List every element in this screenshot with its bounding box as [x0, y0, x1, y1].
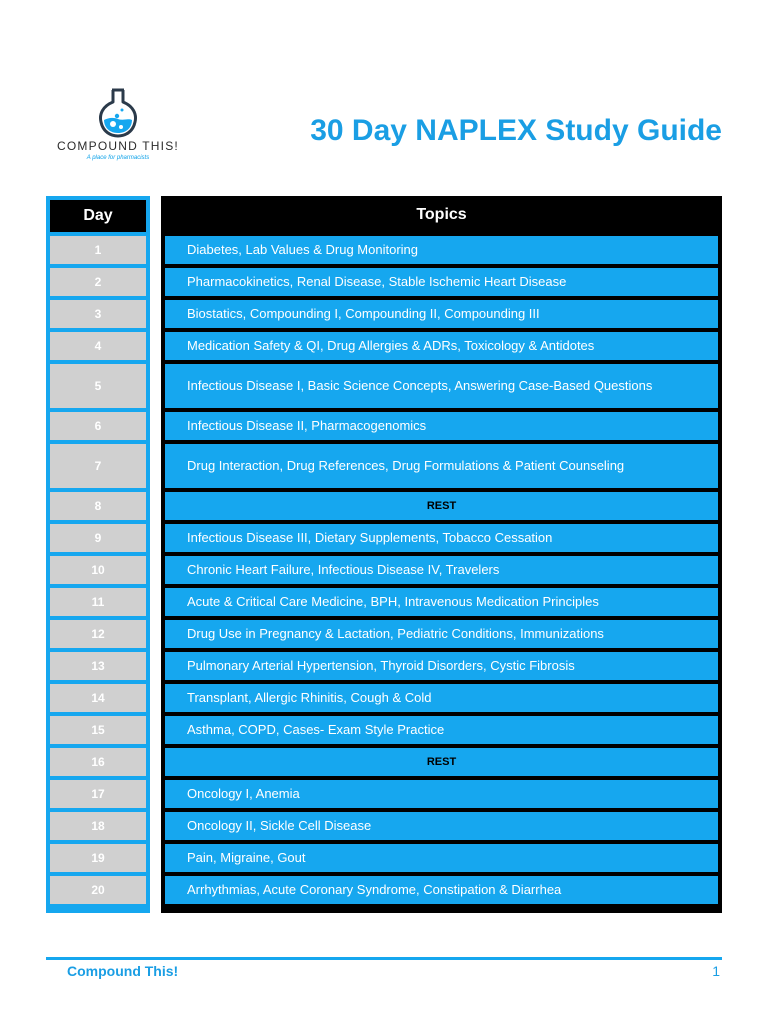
day-cell: 11	[50, 588, 146, 616]
topic-cell: Arrhythmias, Acute Coronary Syndrome, Constipation & Diarrhea	[165, 876, 718, 904]
day-column-header: Day	[50, 200, 146, 232]
topic-cell: Oncology II, Sickle Cell Disease	[165, 812, 718, 840]
flask-icon	[95, 88, 141, 138]
logo	[48, 88, 188, 170]
day-cell: 14	[50, 684, 146, 712]
topic-cell: Drug Interaction, Drug References, Drug Formulations & Patient Counseling	[165, 444, 718, 488]
topic-cell: Biostatics, Compounding I, Compounding II, Compounding III	[165, 300, 718, 328]
topic-cell: Medication Safety & QI, Drug Allergies & ADRs, Toxicology & Antidotes	[165, 332, 718, 360]
logo-tagline: A place for pharmacists	[86, 155, 150, 161]
day-cell: 10	[50, 556, 146, 584]
day-cell: 6	[50, 412, 146, 440]
rest-cell: REST	[165, 748, 718, 776]
day-cell: 8	[50, 492, 146, 520]
topic-cell: Infectious Disease I, Basic Science Concepts, Answering Case-Based Questions	[165, 364, 718, 408]
day-cell: 1	[50, 236, 146, 264]
day-cell: 20	[50, 876, 146, 904]
day-cell: 2	[50, 268, 146, 296]
topic-cell: Chronic Heart Failure, Infectious Disease IV, Travelers	[165, 556, 718, 584]
day-column	[46, 196, 150, 913]
topic-cell: Pharmacokinetics, Renal Disease, Stable Ischemic Heart Disease	[165, 268, 718, 296]
topic-cell: Pulmonary Arterial Hypertension, Thyroid Disorders, Cystic Fibrosis	[165, 652, 718, 680]
day-cell: 12	[50, 620, 146, 648]
topic-cell: Pain, Migraine, Gout	[165, 844, 718, 872]
topics-column	[161, 196, 722, 913]
topic-cell: Transplant, Allergic Rhinitis, Cough & Cold	[165, 684, 718, 712]
day-cell: 5	[50, 364, 146, 408]
day-cell: 18	[50, 812, 146, 840]
day-cell: 16	[50, 748, 146, 776]
topic-cell: Asthma, COPD, Cases- Exam Style Practice	[165, 716, 718, 744]
topic-cell: Acute & Critical Care Medicine, BPH, Intravenous Medication Principles	[165, 588, 718, 616]
day-cell: 3	[50, 300, 146, 328]
page-title: 30 Day NAPLEX Study Guide	[310, 114, 722, 147]
day-cell: 4	[50, 332, 146, 360]
topic-cell: Infectious Disease III, Dietary Supplements, Tobacco Cessation	[165, 524, 718, 552]
day-cell: 19	[50, 844, 146, 872]
day-cell: 9	[50, 524, 146, 552]
day-cell: 7	[50, 444, 146, 488]
topics-column-header: Topics	[416, 206, 467, 223]
day-cell: 17	[50, 780, 146, 808]
footer-brand: Compound This!	[67, 963, 179, 979]
topic-cell: Infectious Disease II, Pharmacogenomics	[165, 412, 718, 440]
topic-cell: Oncology I, Anemia	[165, 780, 718, 808]
day-cell: 13	[50, 652, 146, 680]
page-number: 1	[712, 963, 720, 979]
topic-cell: Diabetes, Lab Values & Drug Monitoring	[165, 236, 718, 264]
footer-divider	[46, 957, 722, 960]
topic-cell: Drug Use in Pregnancy & Lactation, Pediatric Conditions, Immunizations	[165, 620, 718, 648]
day-cell: 15	[50, 716, 146, 744]
rest-cell: REST	[165, 492, 718, 520]
logo-name: COMPOUND THIS!	[57, 139, 179, 153]
